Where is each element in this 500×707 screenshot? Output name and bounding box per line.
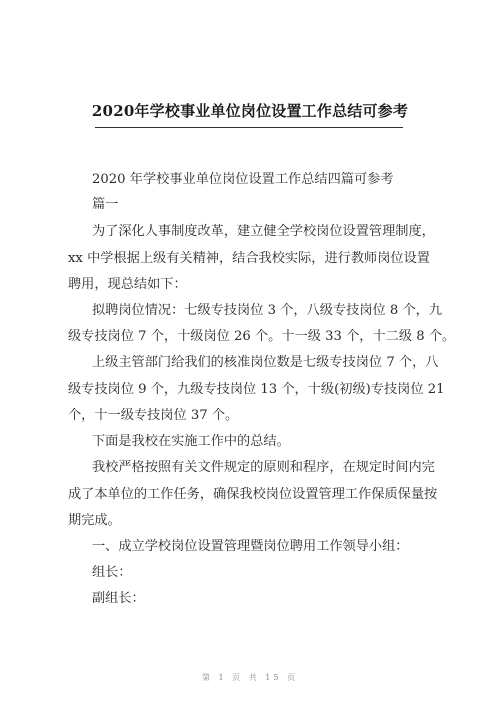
paragraph-line: 组长： [92, 565, 132, 580]
subtitle-line: 2020 年学校事业单位岗位设置工作总结四篇可参考 [92, 172, 394, 187]
paragraph-line: 为了深化人事制度改革，建立健全学校岗位设置管理制度， [92, 224, 435, 239]
paragraph-line: 拟聘岗位情况：七级专技岗位 3 个，八级专技岗位 8 个，九 [92, 303, 443, 318]
title-underline [95, 127, 403, 128]
paragraph-line: 个，十一级专技岗位 37 个。 [68, 408, 239, 423]
paragraph-line: 一、成立学校岗位设置管理暨岗位聘用工作领导小组： [92, 539, 409, 554]
paragraph-line: 我校严格按照有关文件规定的原则和程序，在规定时间内完 [92, 460, 435, 475]
paragraph-line: 成了本单位的工作任务，确保我校岗位设置管理工作保质保量按 [68, 487, 438, 502]
paragraph-line: 级专技岗位 7 个，十级岗位 26 个。十一级 33 个，十二级 8 个。 [68, 329, 456, 344]
page-footer: 第 1 页 共 15 页 [202, 673, 298, 682]
paragraph-line: xx 中学根据上级有关精神，结合我校实际，进行教师岗位设置 [68, 251, 430, 266]
paragraph-line: 级专技岗位 9 个，九级专技岗位 13 个，十级(初级)专技岗位 21 [68, 382, 445, 397]
document-title: 2020年学校事业单位岗位设置工作总结可参考 [91, 102, 409, 120]
paragraph-line: 下面是我校在实施工作中的总结。 [92, 434, 290, 449]
section-heading: 篇一 [92, 197, 119, 212]
paragraph-line: 期完成。 [68, 513, 121, 528]
paragraph-line: 聘用，现总结如下： [68, 277, 187, 292]
paragraph-line: 上级主管部门给我们的核准岗位数是七级专技岗位 7 个，八 [92, 355, 439, 370]
paragraph-line: 副组长： [92, 591, 145, 606]
